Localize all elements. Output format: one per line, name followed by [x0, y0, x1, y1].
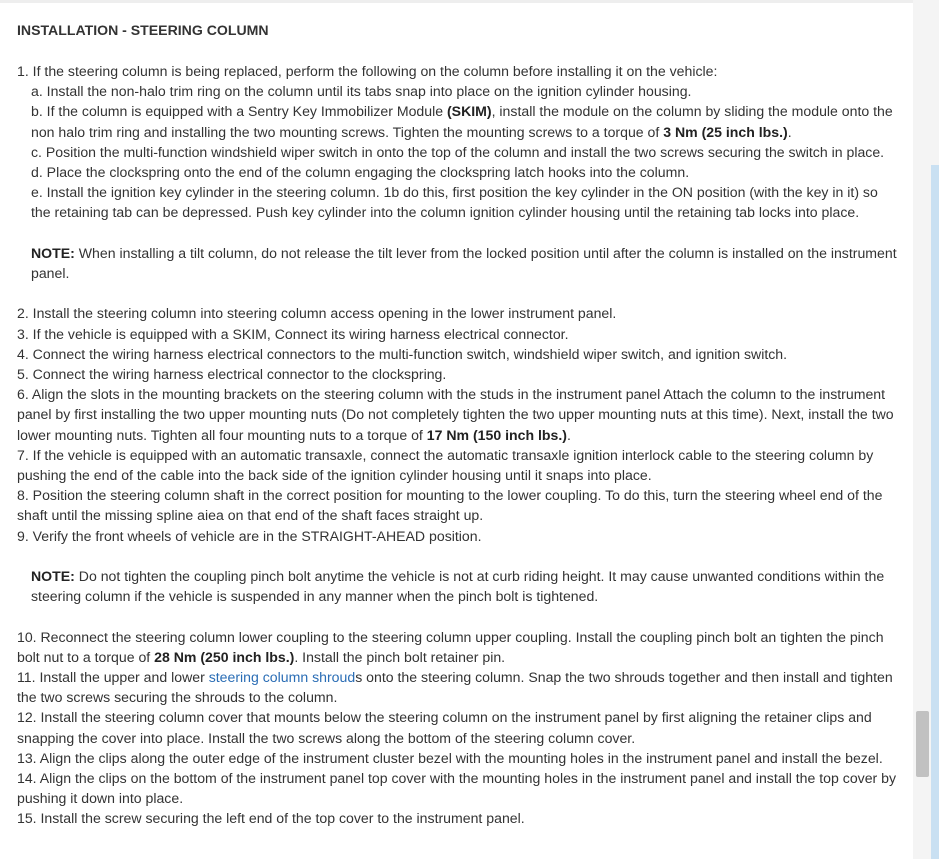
step-5: 5. Connect the wiring harness electrical connector to the clockspring. [17, 366, 447, 383]
step-2: 2. Install the steering column into steering column access opening in the lower instrument panel. [17, 305, 617, 322]
step-12: 12. Install the steering column cover that mounts below the steering column on the instrument panel by first aligning the retainer clips and snapping the cover into place. Install the two screws along the bottom of the steering column cover. [17, 709, 872, 746]
step-1: 1. If the steering column is being replaced, perform the following on the column before installing it on the vehicle: [17, 63, 718, 79]
step-9: 9. Verify the front wheels of vehicle are in the STRAIGHT-AHEAD position. [17, 527, 482, 544]
scrollbar-edge [931, 165, 939, 859]
step-13: 13. Align the clips along the outer edge of the instrument cluster bezel with the mounting holes in the instrument panel and install the bezel. [17, 749, 883, 766]
step-8: 8. Position the steering column shaft in the correct position for mounting to the lower coupling. To do this, turn the steering wheel end of the shaft until the missing spline aiea on that end of the shaft faces straight up. [17, 487, 883, 524]
step-14: 14. Align the clips on the bottom of the instrument panel top cover with the mounting holes in the instrument panel and install the top cover by pushing it down into place. [17, 770, 897, 807]
step-10: 10. Reconnect the steering column lower coupling to the steering column upper coupling. Install the coupling pinch bolt an tighten the pinch bolt nut to a torque of 28 Nm (250 inch lbs.). Install the pinch bolt retainer pin. [17, 628, 884, 665]
top-divider [0, 0, 913, 3]
page-title: INSTALLATION - STEERING COLUMN [17, 22, 269, 38]
substep-b: b. If the column is equipped with a Sentry Key Immobilizer Module (SKIM), install the module on the column by sliding the module onto the non halo trim ring and installing the two mounting screws. Tighten the mounting screws to a torque of 3 Nm (25 inch lbs.). [31, 103, 893, 140]
substep-c: c. Position the multi-function windshield wiper switch in onto the top of the column and install the two screws securing the switch in place. [31, 143, 885, 160]
step-4: 4. Connect the wiring harness electrical connectors to the multi-function switch, windshield wiper switch, and ignition switch. [17, 345, 788, 362]
step-6: 6. Align the slots in the mounting brackets on the steering column with the studs in the instrument panel Attach the column to the instrument panel by first installing the two upper mounting nuts (Do not completely tighten the two upper mounting nuts at this time). Next, install the two lower mounting nuts. Tighten all four mounting nuts to a torque of 17 Nm (150 inch lbs.). [17, 386, 894, 443]
scrollbar-thumb[interactable] [916, 711, 929, 777]
document-body [17, 20, 899, 829]
substep-e: e. Install the ignition key cylinder in the steering column. 1b do this, first position the key cylinder in the ON position (with the key in it) so the retaining tab can be depressed. Push key cylinder into the column ignition cylinder housing until the retaining tab locks into place. [31, 184, 878, 221]
step-3: 3. If the vehicle is equipped with a SKIM, Connect its wiring harness electrical connector. [17, 325, 569, 342]
step-15: 15. Install the screw securing the left end of the top cover to the instrument panel. [17, 810, 525, 827]
steering-column-shroud-link[interactable]: steering column shroud [208, 669, 356, 686]
note-pinch-bolt: NOTE: Do not tighten the coupling pinch bolt anytime the vehicle is not at curb riding height. It may cause unwanted conditions within the steering column if the vehicle is suspended in any manner when the pinch bolt is tightened. [31, 568, 885, 605]
step-7: 7. If the vehicle is equipped with an automatic transaxle, connect the automatic transaxle ignition interlock cable to the steering column by pushing the end of the cable into the back side of the ignition cylinder housing until it snaps into place. [17, 446, 874, 484]
substep-a: a. Install the non-halo trim ring on the column until its tabs snap into place on the ignition cylinder housing. [31, 83, 692, 100]
step-11: 11. Install the upper and lower steering column shrouds onto the steering column. Snap the two shrouds together and then install and tighten the two screws securing the shrouds to the column. [17, 669, 893, 706]
substep-d: d. Place the clockspring onto the end of the column engaging the clockspring latch hooks into the column. [31, 164, 690, 181]
note-tilt-column: NOTE: When installing a tilt column, do not release the tilt lever from the locked position until after the column is installed on the instrument panel. [31, 244, 897, 282]
